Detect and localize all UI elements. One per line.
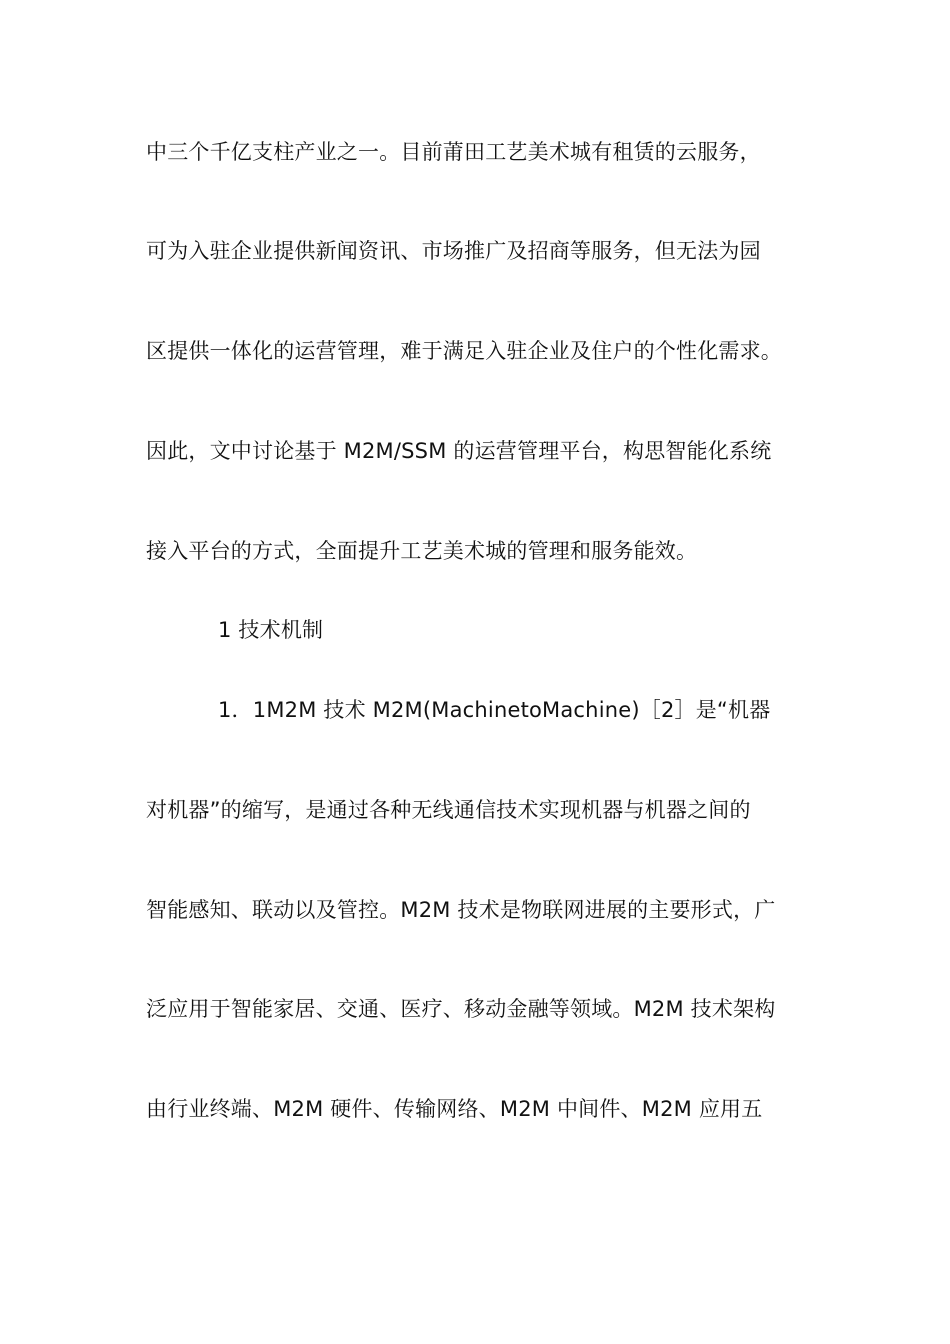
paragraph-line: 智能感知、联动以及管控。M2M 技术是物联网进展的主要形式，广 (146, 898, 776, 922)
paragraph-line: 泛应用于智能家居、交通、医疗、移动金融等领域。M2M 技术架构 (146, 997, 776, 1021)
paragraph-line: 因此，文中讨论基于 M2M/SSM 的运营管理平台，构思智能化系统 (146, 439, 772, 463)
paragraph-line: 区提供一体化的运营管理，难于满足入驻企业及住户的个性化需求。 (146, 339, 782, 363)
subsection-heading-line: 1．1M2M 技术 M2M(MachinetoMachine)［2］是“机器 (218, 698, 771, 722)
paragraph-line: 中三个千亿支柱产业之一。目前莆田工艺美术城有租赁的云服务， (146, 140, 761, 164)
paragraph-line: 可为入驻企业提供新闻资讯、市场推广及招商等服务，但无法为园 (146, 239, 761, 263)
paragraph-line: 由行业终端、M2M 硬件、传输网络、M2M 中间件、M2M 应用五 (146, 1097, 763, 1121)
paragraph-line: 接入平台的方式，全面提升工艺美术城的管理和服务能效。 (146, 539, 698, 563)
paragraph-line: 对机器”的缩写，是通过各种无线通信技术实现机器与机器之间的 (146, 798, 751, 822)
section-heading: 1 技术机制 (218, 618, 324, 642)
